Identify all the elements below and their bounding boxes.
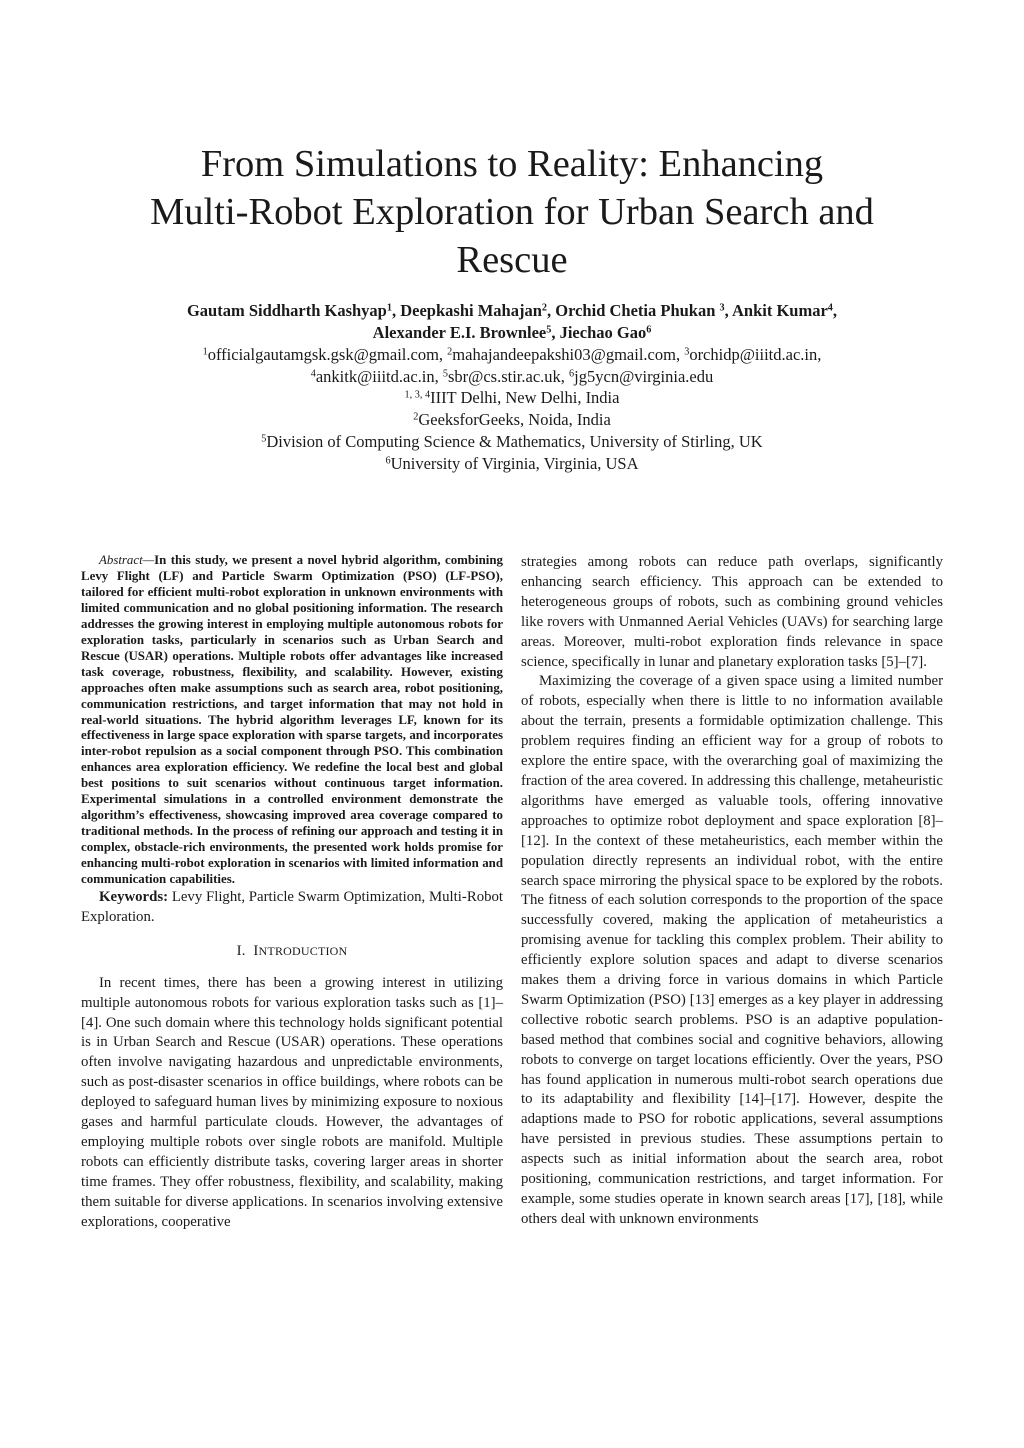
paper-title <box>100 140 924 284</box>
keywords-label: Keywords: <box>99 889 169 906</box>
email-address[interactable]: jg5ycn@virginia.edu <box>574 366 714 386</box>
affiliation-text: University of Virginia, Virginia, USA <box>390 453 639 473</box>
affiliation-text: IIIT Delhi, New Delhi, India <box>430 388 620 408</box>
section-title-rest: NTRODUCTION <box>258 943 348 958</box>
author-name: Ankit Kumar <box>731 301 828 320</box>
author-name: Gautam Siddharth Kashyap <box>186 301 387 320</box>
affiliation-mark: 6 <box>385 454 391 466</box>
email-mark: 3 <box>684 346 690 358</box>
abstract-body: In this study, we present a novel hybrid algorithm, combining Levy Flight (LF) and Particle Swarm Optimization (PSO) (LF-PSO), tailored for efficient multi-robot exploration in unknown environments with limited communication and no global positioning information. The research addresses the growing interest in employing multiple autonomous robots for exploration tasks, particularly in scenarios such as Urban Search and Rescue (USAR) operations. Multiple robots offer advantages like increased task coverage, robustness, flexibility, and scalability. However, existing approaches often make assumptions such as search area, robot positioning, communication restrictions, and target information that may not hold in real-world situations. The hybrid algorithm leverages LF, known for its effectiveness in large space exploration with sparse targets, and incorporates inter-robot repulsion as a social component through PSO. This combination enhances area exploration efficiency. We redefine the local best and global best positions to suit scenarios without continuous target information. Experimental simulations in a controlled environment demonstrate the algorithm’s effectiveness, showcasing improved area coverage compared to traditional methods. In the process of refining our approach and testing it in complex, obstacle-rich environments, the presented work holds promise for enhancing multi-robot exploration in scenarios with limited information and communication capabilities. <box>81 553 503 887</box>
author-mark: 1 <box>386 302 392 314</box>
author-mark: 6 <box>646 324 652 336</box>
title-line: Rescue <box>456 239 568 281</box>
abstract <box>81 553 503 888</box>
affiliation-line <box>80 409 944 431</box>
author-mark: 5 <box>546 324 552 336</box>
email-mark: 4 <box>310 368 316 380</box>
email-mark: 6 <box>569 368 575 380</box>
email-line: $^1$officialgautamgsk.gsk@gmail.com, $^2$mahajandeepakshi03@gmail.com, $^3$orchidp@iiitd.ac.in, <box>202 345 822 364</box>
left-column <box>81 553 503 1233</box>
author-mark: 2 <box>541 302 547 314</box>
affiliation-text: Division of Computing Science & Mathematics, University of Stirling, UK <box>266 431 763 451</box>
email-address[interactable]: ankitk@iiitd.ac.in <box>315 366 435 386</box>
section-number: I. <box>236 942 246 959</box>
author-name: Orchid Chetia Phukan <box>555 301 716 320</box>
email-mark: 5 <box>442 368 448 380</box>
right-column <box>521 553 943 1230</box>
author-mark: 3 <box>719 302 725 314</box>
body-paragraph: Maximizing the coverage of a given space using a limited number of robots, especially when there is little to no information available about the terrain, presents a formidable optimization challenge. This problem requires finding an efficient way for a group of robots to explore the entire space, with the overarching goal of maximizing the fraction of the area covered. In addressing this challenge, metaheuristic algorithms have emerged as valuable tools, offering innovative approaches to optimize robot deployment and space exploration [8]–[12]. In the context of these metaheuristics, each member within the population directly represents an individual robot, with the entire search space mirroring the physical space to be explored by the robots. The fitness of each solution corresponds to the proportion of the space successfully covered, making the application of metaheuristics a promising avenue for tackling this complex problem. Their ability to efficiently explore solution spaces and adapt to diverse scenarios makes them a driving force in various domains in which Particle Swarm Optimization (PSO) [13] emerges as a key player in addressing collective robotic search problems. PSO is an adaptive population-based method that combines social and cognitive behaviors, allowing robots to converge on target locations efficiently. Over the years, PSO has found application in numerous multi-robot search operations due to its adaptability and flexibility [14]–[17]. However, despite the adaptions made to PSO for robotic applications, several assumptions have persisted in previous studies. These assumptions pertain to aspects such as initial information about the search area, robot positioning, communication restrictions, and target information. For example, some studies operate in known search areas [17], [18], while others deal with unknown environments <box>521 673 943 1227</box>
affiliation-mark: 5 <box>261 433 267 445</box>
abstract-lead: Abstract— <box>99 553 155 567</box>
author-name: Deepkashi Mahajan <box>400 301 542 320</box>
affiliation-block <box>80 344 944 474</box>
title-line: From Simulations to Reality: Enhancing <box>200 143 824 185</box>
affiliation-text: GeeksforGeeks, Noida, India <box>418 410 611 430</box>
body-paragraph: strategies among robots can reduce path overlaps, significantly enhancing search efficiency. This approach can be extended to heterogeneous groups of robots, such as combining ground vehicles like rovers with Unmanned Aerial Vehicles (UAVs) for searching large areas. Moreover, multi-robot exploration finds relevance in space science, specifically in lunar and planetary exploration tasks [5]–[7]. <box>521 554 943 670</box>
author-list: Gautam Siddharth Kashyap$^1$, Deepkashi Mahajan$^2$, Orchid Chetia Phukan $^3$, Ankit Kumar$^4$, Alexander E.I. Brownlee$^5$, Jiechao Gao$^6$ <box>186 301 838 342</box>
section-heading-introduction <box>81 942 503 962</box>
email-mark: 2 <box>447 346 453 358</box>
affiliation-line <box>80 387 944 409</box>
email-address[interactable]: mahajandeepakshi03@gmail.com <box>452 345 676 364</box>
section-initial: I <box>253 942 259 959</box>
email-address[interactable]: officialgautamgsk.gsk@gmail.com <box>207 345 439 364</box>
email-address[interactable]: orchidp@iiitd.ac.in <box>689 345 818 364</box>
affiliation-line <box>80 453 944 475</box>
keywords-text: Levy Flight, Particle Swarm Optimization, Multi-Robot Exploration. <box>81 889 503 925</box>
affiliation-line <box>80 431 944 453</box>
email-mark: 1 <box>202 346 208 358</box>
email-address[interactable]: sbr@cs.stir.ac.uk <box>447 366 561 386</box>
author-name: Jiechao Gao <box>559 323 647 342</box>
affiliation-mark: 1, 3, 4 <box>404 389 431 401</box>
title-line: Multi-Robot Exploration for Urban Search and <box>150 191 874 233</box>
email-line: $^4$ankitk@iiitd.ac.in, $^5$sbr@cs.stir.ac.uk, $^6$jg5ycn@virginia.edu <box>310 366 714 386</box>
keywords <box>81 888 503 928</box>
author-mark: 4 <box>827 302 833 314</box>
author-name: Alexander E.I. Brownlee <box>372 323 547 342</box>
body-paragraph: In recent times, there has been a growing interest in utilizing multiple autonomous robots for various exploration tasks such as [1]–[4]. One such domain where this technology holds significant potential is in Urban Search and Rescue (USAR) operations. These operations often involve navigating hazardous and unpredictable environments, such as post-disaster scenarios in office buildings, where robots can be deployed to safeguard human lives by minimizing exposure to noxious gases and harmful particulate clouds. However, the advantages of employing multiple robots over single robots are manifold. Multiple robots can efficiently distribute tasks, covering larger areas in shorter time frames. They offer robustness, flexibility, and scalability, making them suitable for diverse applications. In scenarios involving extensive explorations, cooperative <box>81 974 503 1230</box>
affiliation-mark: 2 <box>413 411 419 423</box>
